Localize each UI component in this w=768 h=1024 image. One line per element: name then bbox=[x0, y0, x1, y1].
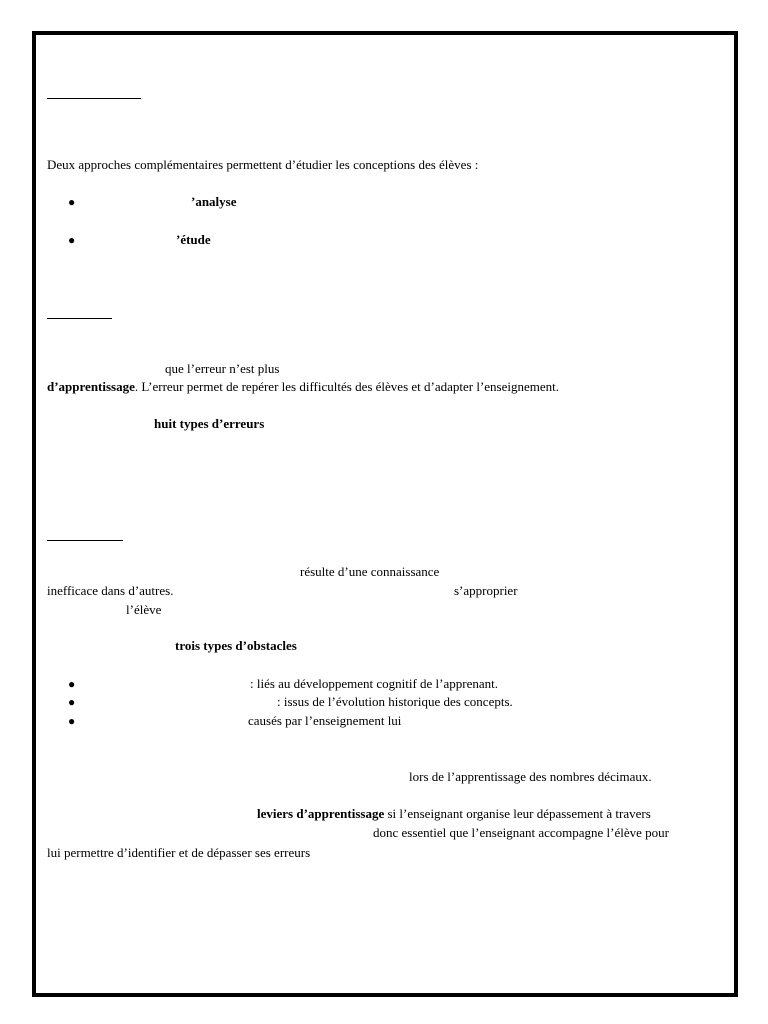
bullet-analyse: ’analyse bbox=[191, 194, 237, 209]
obstacles-heading: trois types d’obstacles bbox=[175, 638, 297, 653]
bullet-icon: ● bbox=[68, 677, 76, 691]
obstacle-item-3: causés par l’enseignement lui bbox=[248, 713, 402, 728]
section-rule-1 bbox=[47, 98, 141, 99]
bullet-icon: ● bbox=[68, 195, 76, 209]
erreur-line: que l’erreur n’est plus bbox=[165, 361, 280, 376]
huit-types-heading: huit types d’erreurs bbox=[154, 416, 265, 431]
bullet-icon: ● bbox=[68, 695, 76, 709]
obstacle-item-1: : liés au développement cognitif de l’apprenant. bbox=[250, 676, 498, 691]
leviers-text: si l’enseignant organise leur dépassement à travers bbox=[384, 806, 651, 821]
essentiel-text: donc essentiel que l’enseignant accompagne l’élève pour bbox=[373, 825, 669, 840]
section-rule-2 bbox=[47, 318, 112, 319]
section-rule-3 bbox=[47, 540, 123, 541]
final-text: lui permettre d’identifier et de dépasser ses erreurs bbox=[47, 845, 311, 860]
bullet-icon: ● bbox=[68, 714, 76, 728]
connaissance-line: résulte d’une connaissance bbox=[300, 564, 440, 579]
eleve-text: l’élève bbox=[126, 602, 162, 617]
bullet-icon: ● bbox=[68, 233, 76, 247]
obstacle-item-2: : issus de l’évolution historique des concepts. bbox=[277, 694, 513, 709]
decimaux-text: lors de l’apprentissage des nombres décimaux. bbox=[409, 769, 652, 784]
leviers-bold: leviers d’apprentissage bbox=[257, 806, 385, 821]
erreur-description: . L’erreur permet de repérer les difficultés des élèves et d’adapter l’enseignement. bbox=[134, 379, 560, 394]
apprentissage-bold: d’apprentissage bbox=[47, 379, 135, 394]
intro-text: Deux approches complémentaires permettent d’étudier les conceptions des élèves : bbox=[47, 157, 479, 172]
inefficace-text: inefficace dans d’autres. bbox=[47, 583, 174, 598]
approprier-text: s’approprier bbox=[454, 583, 518, 598]
bullet-etude: ’étude bbox=[176, 232, 211, 247]
